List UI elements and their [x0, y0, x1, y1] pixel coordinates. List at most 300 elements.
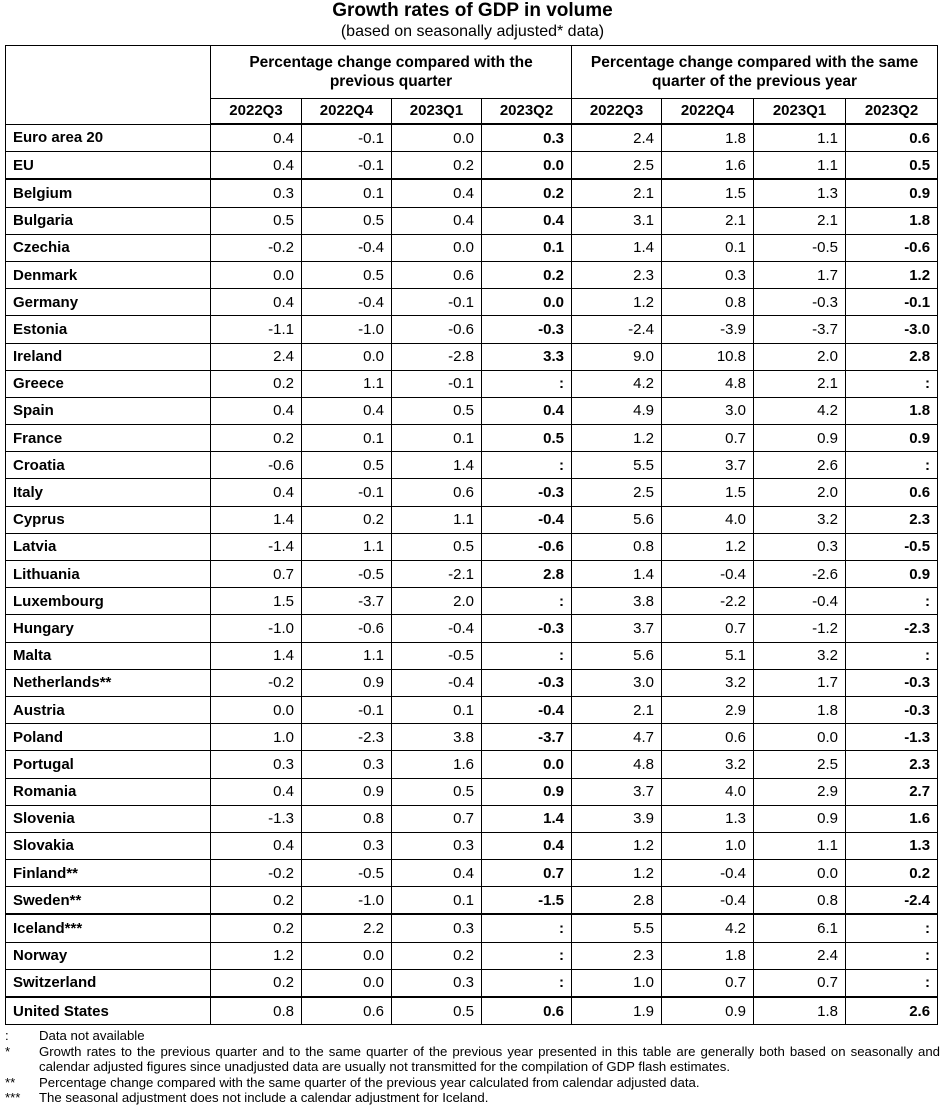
- country-cell: Malta: [6, 642, 211, 669]
- value-cell: 5.6: [572, 506, 662, 533]
- value-cell: 0.8: [754, 887, 846, 915]
- value-cell: 1.5: [211, 588, 302, 615]
- table-row: [6, 696, 938, 723]
- country-cell: Romania: [6, 778, 211, 805]
- group-header-row: [6, 46, 938, 99]
- quarter-header: 2023Q2: [846, 99, 938, 125]
- country-cell: France: [6, 425, 211, 452]
- value-cell: 0.9: [754, 425, 846, 452]
- value-cell: 0.9: [302, 778, 392, 805]
- value-cell: 0.8: [302, 805, 392, 832]
- country-header-cell: [6, 46, 211, 125]
- footnote-mark: ***: [5, 1090, 21, 1105]
- value-cell: 0.6: [662, 724, 754, 751]
- table-row: [6, 669, 938, 696]
- table-row: [6, 561, 938, 588]
- value-cell: 4.7: [572, 724, 662, 751]
- value-cell: 0.2: [302, 506, 392, 533]
- footnote-text: The seasonal adjustment does not include a calendar adjustment for Iceland.: [39, 1090, 489, 1105]
- value-cell: 1.4: [211, 506, 302, 533]
- quarter-header: 2022Q3: [211, 99, 302, 125]
- value-cell: :: [846, 914, 938, 942]
- value-cell: 0.2: [392, 152, 482, 180]
- value-cell: 0.7: [482, 860, 572, 887]
- value-cell: 0.3: [392, 969, 482, 997]
- value-cell: 4.2: [572, 370, 662, 397]
- value-cell: -0.2: [211, 234, 302, 261]
- value-cell: -0.5: [302, 561, 392, 588]
- value-cell: 2.4: [211, 343, 302, 370]
- value-cell: 0.7: [392, 805, 482, 832]
- value-cell: 3.7: [572, 778, 662, 805]
- value-cell: 0.7: [754, 969, 846, 997]
- table-row: [6, 887, 938, 915]
- value-cell: 0.0: [302, 942, 392, 969]
- value-cell: 2.5: [572, 152, 662, 180]
- table-row: [6, 615, 938, 642]
- value-cell: 0.1: [302, 425, 392, 452]
- value-cell: 2.3: [572, 261, 662, 288]
- value-cell: -3.9: [662, 316, 754, 343]
- value-cell: 1.2: [572, 860, 662, 887]
- value-cell: :: [846, 942, 938, 969]
- value-cell: 0.4: [211, 152, 302, 180]
- value-cell: 0.3: [392, 914, 482, 942]
- value-cell: 3.2: [754, 642, 846, 669]
- value-cell: 1.8: [846, 207, 938, 234]
- value-cell: 0.5: [482, 425, 572, 452]
- value-cell: -0.1: [302, 152, 392, 180]
- value-cell: 0.0: [482, 289, 572, 316]
- value-cell: -1.0: [211, 615, 302, 642]
- value-cell: 1.0: [662, 832, 754, 859]
- value-cell: 0.4: [482, 832, 572, 859]
- value-cell: 0.4: [392, 207, 482, 234]
- value-cell: -1.3: [211, 805, 302, 832]
- value-cell: 6.1: [754, 914, 846, 942]
- value-cell: 5.5: [572, 452, 662, 479]
- value-cell: 0.4: [302, 397, 392, 424]
- value-cell: -0.4: [392, 615, 482, 642]
- value-cell: 0.4: [482, 397, 572, 424]
- value-cell: -0.4: [302, 234, 392, 261]
- value-cell: 0.8: [211, 997, 302, 1025]
- value-cell: 2.1: [754, 370, 846, 397]
- table-row: [6, 832, 938, 859]
- value-cell: 0.1: [302, 179, 392, 207]
- country-cell: Bulgaria: [6, 207, 211, 234]
- value-cell: -0.4: [662, 561, 754, 588]
- value-cell: 0.5: [302, 207, 392, 234]
- value-cell: 1.1: [392, 506, 482, 533]
- table-row: [6, 506, 938, 533]
- value-cell: 0.5: [302, 261, 392, 288]
- value-cell: 2.3: [572, 942, 662, 969]
- table-row: [6, 316, 938, 343]
- value-cell: 0.9: [846, 425, 938, 452]
- footnote-text: Growth rates to the previous quarter and to the same quarter of the previous year presented in this table are generally both based on seasonally and calendar adjusted figures since unadjusted data are usually not transmitted for the compilation of GDP flash estimates.: [39, 1043, 940, 1074]
- table-row: [6, 969, 938, 997]
- value-cell: 2.1: [572, 179, 662, 207]
- value-cell: 0.4: [211, 289, 302, 316]
- country-cell: Norway: [6, 942, 211, 969]
- quarter-header: 2023Q1: [754, 99, 846, 125]
- country-cell: Netherlands**: [6, 669, 211, 696]
- value-cell: 2.3: [846, 506, 938, 533]
- table-row: [6, 942, 938, 969]
- value-cell: 3.2: [662, 669, 754, 696]
- value-cell: 0.5: [392, 778, 482, 805]
- value-cell: 0.5: [392, 397, 482, 424]
- value-cell: 0.0: [754, 860, 846, 887]
- value-cell: 0.2: [211, 370, 302, 397]
- value-cell: 0.5: [392, 533, 482, 560]
- country-cell: Spain: [6, 397, 211, 424]
- value-cell: 2.6: [846, 997, 938, 1025]
- gdp-growth-table: [5, 45, 938, 1025]
- country-cell: Lithuania: [6, 561, 211, 588]
- table-row: [6, 234, 938, 261]
- value-cell: 0.0: [211, 261, 302, 288]
- value-cell: 2.5: [754, 751, 846, 778]
- value-cell: 1.8: [662, 942, 754, 969]
- table-row: [6, 152, 938, 180]
- value-cell: 3.0: [662, 397, 754, 424]
- value-cell: 2.8: [482, 561, 572, 588]
- value-cell: 1.4: [572, 234, 662, 261]
- value-cell: 0.5: [302, 452, 392, 479]
- value-cell: 0.1: [392, 425, 482, 452]
- value-cell: 1.6: [846, 805, 938, 832]
- value-cell: -0.6: [211, 452, 302, 479]
- value-cell: 1.8: [754, 696, 846, 723]
- value-cell: 0.9: [754, 805, 846, 832]
- value-cell: -2.3: [302, 724, 392, 751]
- country-cell: Czechia: [6, 234, 211, 261]
- value-cell: 0.2: [211, 887, 302, 915]
- value-cell: -0.3: [482, 669, 572, 696]
- value-cell: 1.5: [662, 179, 754, 207]
- value-cell: -1.2: [754, 615, 846, 642]
- value-cell: 0.9: [846, 179, 938, 207]
- value-cell: -0.4: [482, 506, 572, 533]
- value-cell: 2.3: [846, 751, 938, 778]
- value-cell: 1.7: [754, 261, 846, 288]
- value-cell: 1.4: [211, 642, 302, 669]
- country-cell: Luxembourg: [6, 588, 211, 615]
- value-cell: 2.4: [572, 124, 662, 152]
- value-cell: 1.3: [846, 832, 938, 859]
- value-cell: :: [846, 642, 938, 669]
- quarter-header: 2022Q3: [572, 99, 662, 125]
- table-row: [6, 751, 938, 778]
- value-cell: -2.6: [754, 561, 846, 588]
- table-row: [6, 479, 938, 506]
- value-cell: -0.4: [302, 289, 392, 316]
- value-cell: 1.3: [662, 805, 754, 832]
- value-cell: -0.5: [302, 860, 392, 887]
- country-cell: EU: [6, 152, 211, 180]
- value-cell: 1.2: [572, 832, 662, 859]
- country-cell: Estonia: [6, 316, 211, 343]
- value-cell: 0.4: [211, 778, 302, 805]
- value-cell: 1.1: [302, 533, 392, 560]
- previous-quarter-header: Percentage change compared with the previous quarter: [211, 46, 572, 99]
- value-cell: 0.0: [211, 696, 302, 723]
- value-cell: 0.3: [211, 179, 302, 207]
- value-cell: 4.8: [572, 751, 662, 778]
- value-cell: 1.2: [211, 942, 302, 969]
- value-cell: 0.7: [211, 561, 302, 588]
- value-cell: 0.2: [211, 425, 302, 452]
- value-cell: 1.0: [211, 724, 302, 751]
- value-cell: 0.3: [211, 751, 302, 778]
- table-row: [6, 452, 938, 479]
- value-cell: 0.3: [662, 261, 754, 288]
- value-cell: :: [482, 370, 572, 397]
- value-cell: 1.0: [572, 969, 662, 997]
- value-cell: 1.1: [754, 124, 846, 152]
- table-row: [6, 860, 938, 887]
- value-cell: 0.6: [846, 479, 938, 506]
- value-cell: 1.1: [754, 832, 846, 859]
- footnote: [5, 1028, 940, 1044]
- value-cell: 5.1: [662, 642, 754, 669]
- table-row: [6, 724, 938, 751]
- value-cell: -3.7: [482, 724, 572, 751]
- value-cell: 4.0: [662, 778, 754, 805]
- value-cell: -1.5: [482, 887, 572, 915]
- country-cell: Slovenia: [6, 805, 211, 832]
- value-cell: 1.5: [662, 479, 754, 506]
- value-cell: -0.1: [392, 289, 482, 316]
- value-cell: 4.2: [754, 397, 846, 424]
- value-cell: 0.3: [302, 751, 392, 778]
- value-cell: 2.0: [392, 588, 482, 615]
- footnote: [5, 1090, 940, 1106]
- value-cell: 0.2: [482, 179, 572, 207]
- value-cell: -0.4: [754, 588, 846, 615]
- value-cell: -0.6: [302, 615, 392, 642]
- footnote-mark: *: [5, 1043, 11, 1059]
- value-cell: 2.1: [572, 696, 662, 723]
- value-cell: 0.4: [392, 179, 482, 207]
- value-cell: 1.1: [754, 152, 846, 180]
- quarter-header: 2023Q1: [392, 99, 482, 125]
- value-cell: -0.1: [302, 124, 392, 152]
- value-cell: :: [482, 914, 572, 942]
- value-cell: -0.1: [392, 370, 482, 397]
- value-cell: -0.1: [846, 289, 938, 316]
- value-cell: 1.4: [392, 452, 482, 479]
- value-cell: 0.5: [211, 207, 302, 234]
- value-cell: -0.3: [482, 479, 572, 506]
- value-cell: 4.2: [662, 914, 754, 942]
- previous-year-header: Percentage change compared with the same quarter of the previous year: [572, 46, 938, 99]
- value-cell: 0.2: [211, 914, 302, 942]
- table-row: [6, 343, 938, 370]
- value-cell: 1.4: [482, 805, 572, 832]
- value-cell: :: [482, 588, 572, 615]
- value-cell: 0.9: [302, 669, 392, 696]
- value-cell: 1.4: [572, 561, 662, 588]
- value-cell: -2.3: [846, 615, 938, 642]
- value-cell: 1.1: [302, 642, 392, 669]
- value-cell: :: [846, 969, 938, 997]
- value-cell: 0.0: [482, 751, 572, 778]
- country-cell: Portugal: [6, 751, 211, 778]
- value-cell: -0.4: [392, 669, 482, 696]
- table-row: [6, 778, 938, 805]
- value-cell: -2.8: [392, 343, 482, 370]
- value-cell: 0.6: [392, 261, 482, 288]
- country-cell: Greece: [6, 370, 211, 397]
- country-cell: Poland: [6, 724, 211, 751]
- country-cell: Iceland***: [6, 914, 211, 942]
- value-cell: 0.9: [846, 561, 938, 588]
- value-cell: 5.5: [572, 914, 662, 942]
- value-cell: 3.8: [392, 724, 482, 751]
- country-cell: Italy: [6, 479, 211, 506]
- value-cell: -0.2: [211, 669, 302, 696]
- value-cell: 2.8: [572, 887, 662, 915]
- table-row: [6, 179, 938, 207]
- value-cell: 4.9: [572, 397, 662, 424]
- value-cell: 2.7: [846, 778, 938, 805]
- country-cell: Slovakia: [6, 832, 211, 859]
- value-cell: -0.6: [392, 316, 482, 343]
- value-cell: 2.8: [846, 343, 938, 370]
- value-cell: 0.1: [392, 887, 482, 915]
- value-cell: :: [846, 588, 938, 615]
- table-title: Growth rates of GDP in volume: [332, 0, 613, 21]
- value-cell: 1.2: [572, 289, 662, 316]
- value-cell: :: [846, 452, 938, 479]
- value-cell: 1.6: [662, 152, 754, 180]
- country-cell: Hungary: [6, 615, 211, 642]
- value-cell: 0.0: [302, 343, 392, 370]
- country-cell: Austria: [6, 696, 211, 723]
- value-cell: 4.0: [662, 506, 754, 533]
- value-cell: -0.6: [482, 533, 572, 560]
- value-cell: 3.1: [572, 207, 662, 234]
- value-cell: -2.2: [662, 588, 754, 615]
- value-cell: 1.8: [754, 997, 846, 1025]
- value-cell: 3.7: [572, 615, 662, 642]
- value-cell: :: [482, 642, 572, 669]
- value-cell: -0.4: [662, 887, 754, 915]
- value-cell: -3.7: [302, 588, 392, 615]
- value-cell: -1.3: [846, 724, 938, 751]
- value-cell: 3.2: [754, 506, 846, 533]
- table-row: [6, 805, 938, 832]
- value-cell: 1.2: [662, 533, 754, 560]
- value-cell: 0.4: [211, 397, 302, 424]
- value-cell: 0.7: [662, 969, 754, 997]
- country-cell: Latvia: [6, 533, 211, 560]
- value-cell: 0.5: [392, 997, 482, 1025]
- value-cell: 3.0: [572, 669, 662, 696]
- country-cell: United States: [6, 997, 211, 1025]
- value-cell: 0.0: [302, 969, 392, 997]
- value-cell: 3.8: [572, 588, 662, 615]
- value-cell: 2.1: [662, 207, 754, 234]
- value-cell: 0.7: [662, 425, 754, 452]
- table-row: [6, 124, 938, 152]
- value-cell: 0.4: [211, 479, 302, 506]
- value-cell: 2.0: [754, 479, 846, 506]
- value-cell: -0.3: [482, 316, 572, 343]
- value-cell: 2.9: [662, 696, 754, 723]
- value-cell: -1.1: [211, 316, 302, 343]
- value-cell: 1.6: [392, 751, 482, 778]
- value-cell: 2.4: [754, 942, 846, 969]
- value-cell: -0.5: [392, 642, 482, 669]
- quarter-header: 2023Q2: [482, 99, 572, 125]
- value-cell: 0.2: [392, 942, 482, 969]
- table-row: [6, 261, 938, 288]
- value-cell: 0.0: [754, 724, 846, 751]
- value-cell: -3.7: [754, 316, 846, 343]
- value-cell: -0.3: [482, 615, 572, 642]
- value-cell: 0.5: [846, 152, 938, 180]
- country-cell: Cyprus: [6, 506, 211, 533]
- table-row: [6, 533, 938, 560]
- table-row: [6, 397, 938, 424]
- value-cell: 1.2: [572, 425, 662, 452]
- value-cell: -0.6: [846, 234, 938, 261]
- value-cell: -0.4: [482, 696, 572, 723]
- value-cell: 1.8: [662, 124, 754, 152]
- value-cell: :: [846, 370, 938, 397]
- country-cell: Germany: [6, 289, 211, 316]
- value-cell: 2.1: [754, 207, 846, 234]
- value-cell: 0.1: [392, 696, 482, 723]
- footnotes: [5, 1028, 940, 1106]
- quarter-header: 2022Q4: [662, 99, 754, 125]
- value-cell: 3.7: [662, 452, 754, 479]
- country-cell: Denmark: [6, 261, 211, 288]
- value-cell: -3.0: [846, 316, 938, 343]
- value-cell: 3.3: [482, 343, 572, 370]
- table-subtitle: (based on seasonally adjusted* data): [340, 23, 605, 40]
- value-cell: 0.8: [662, 289, 754, 316]
- value-cell: 0.3: [392, 832, 482, 859]
- value-cell: 1.8: [846, 397, 938, 424]
- value-cell: 0.4: [392, 860, 482, 887]
- value-cell: 0.2: [482, 261, 572, 288]
- footnote-text: Data not available: [39, 1028, 145, 1043]
- table-row: [6, 425, 938, 452]
- value-cell: 4.8: [662, 370, 754, 397]
- value-cell: -1.0: [302, 887, 392, 915]
- table-row: [6, 997, 938, 1025]
- country-cell: Switzerland: [6, 969, 211, 997]
- value-cell: -2.4: [846, 887, 938, 915]
- country-cell: Ireland: [6, 343, 211, 370]
- value-cell: -0.1: [302, 479, 392, 506]
- footnote: [5, 1075, 940, 1091]
- value-cell: 0.1: [662, 234, 754, 261]
- value-cell: -0.4: [662, 860, 754, 887]
- table-row: [6, 588, 938, 615]
- value-cell: 0.0: [482, 152, 572, 180]
- table-row: [6, 207, 938, 234]
- value-cell: :: [482, 942, 572, 969]
- value-cell: 0.9: [662, 997, 754, 1025]
- value-cell: -2.4: [572, 316, 662, 343]
- value-cell: 0.1: [482, 234, 572, 261]
